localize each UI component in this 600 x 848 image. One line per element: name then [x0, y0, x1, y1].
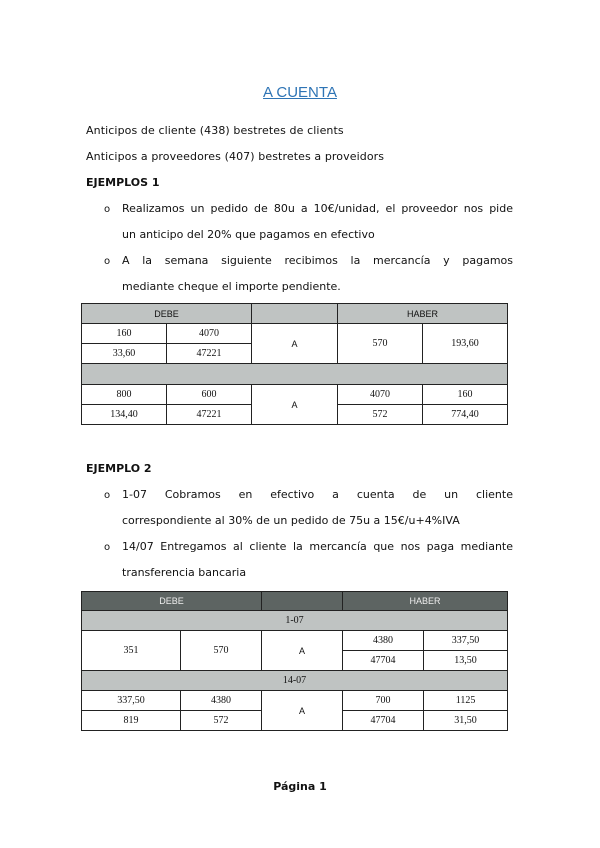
table-cell: 337,50	[82, 691, 181, 711]
table-cell: 31,50	[424, 711, 508, 731]
example2-bullet2-line2: transferencia bancaria	[122, 566, 247, 579]
table-cell: 819	[82, 711, 181, 731]
bullet-icon: o	[104, 490, 111, 501]
table-cell: 4070	[167, 324, 252, 344]
header-blank	[252, 304, 338, 324]
table-cell: 47221	[167, 344, 252, 364]
table-cell: 4380	[181, 691, 262, 711]
table-cell: 4380	[343, 631, 424, 651]
table-cell: 351	[82, 631, 181, 671]
bullet-icon: o	[104, 542, 111, 553]
table-cell: 47704	[343, 651, 424, 671]
example2-bullet1-line2: correspondiente al 30% de un pedido de 75u a 15€/u+4%IVA	[122, 514, 460, 527]
date-row: 1-07	[82, 611, 508, 631]
example2-bullet2-line1: 14/07 Entregamos al cliente la mercancía que nos paga mediante	[122, 540, 513, 553]
example1-heading: EJEMPLOS 1	[86, 176, 160, 189]
table-cell: 13,50	[424, 651, 508, 671]
a-cell: A	[252, 385, 338, 425]
example1-bullet2-line2: mediante cheque el importe pendiente.	[122, 280, 341, 293]
bullet-icon: o	[104, 204, 111, 215]
table-cell: 160	[423, 385, 508, 405]
table-cell: 600	[167, 385, 252, 405]
debe-header: DEBE	[82, 592, 262, 611]
page-title: A CUENTA	[263, 84, 337, 101]
table-cell: 33,60	[82, 344, 167, 364]
bullet-icon: o	[104, 256, 111, 267]
example2-ledger-table	[81, 591, 508, 731]
example1-bullet2-line1: A la semana siguiente recibimos la mercancía y pagamos	[122, 254, 513, 267]
table-cell: 160	[82, 324, 167, 344]
table-cell: 700	[343, 691, 424, 711]
table-cell: 774,40	[423, 405, 508, 425]
date-row: 14-07	[82, 671, 508, 691]
page-number: Página 1	[273, 780, 327, 793]
example1-bullet1-line2: un anticipo del 20% que pagamos en efectivo	[122, 228, 375, 241]
table-cell: 800	[82, 385, 167, 405]
a-cell: A	[252, 324, 338, 364]
intro-line-clients: Anticipos de cliente (438) bestretes de clients	[86, 124, 344, 137]
example1-bullet1-line1: Realizamos un pedido de 80u a 10€/unidad, el proveedor nos pide	[122, 202, 513, 215]
header-blank	[262, 592, 343, 611]
haber-header: HABER	[338, 304, 508, 324]
haber-header: HABER	[343, 592, 508, 611]
a-cell: A	[262, 631, 343, 671]
example1-ledger-table	[81, 303, 508, 425]
table-cell: 570	[338, 324, 423, 364]
table-cell: 47704	[343, 711, 424, 731]
table-cell: 193,60	[423, 324, 508, 364]
table-cell: 4070	[338, 385, 423, 405]
table-cell: 570	[181, 631, 262, 671]
example2-heading: EJEMPLO 2	[86, 462, 152, 475]
debe-header: DEBE	[82, 304, 252, 324]
a-cell: A	[262, 691, 343, 731]
example2-bullet1-line1: 1-07 Cobramos en efectivo a cuenta de un cliente	[122, 488, 513, 501]
table-cell: 572	[181, 711, 262, 731]
separator-row	[82, 364, 508, 385]
table-cell: 134,40	[82, 405, 167, 425]
table-cell: 572	[338, 405, 423, 425]
intro-line-providers: Anticipos a proveedores (407) bestretes a proveidors	[86, 150, 385, 163]
table-cell: 1125	[424, 691, 508, 711]
table-cell: 47221	[167, 405, 252, 425]
table-cell: 337,50	[424, 631, 508, 651]
